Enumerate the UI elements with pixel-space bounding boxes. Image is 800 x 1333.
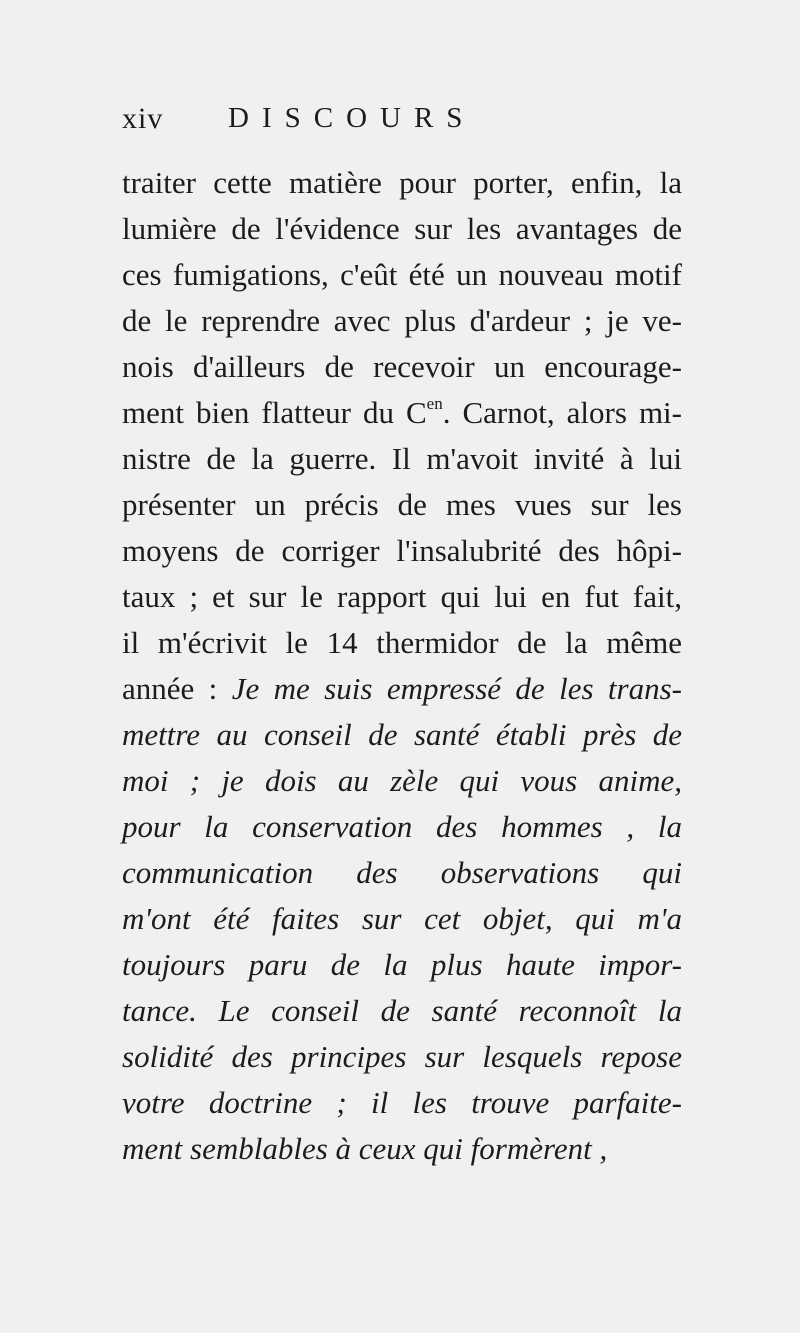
text-line: m'ont été faites sur cet objet, qui m'a: [122, 901, 682, 936]
page-header: [122, 102, 622, 142]
body-text: [122, 160, 682, 1172]
text-line: ment semblables à ceux qui formèrent ,: [122, 1131, 608, 1166]
quoted-letter: Je me suis empressé de les trans-: [231, 671, 683, 706]
text-line: communication des observations qui: [122, 855, 682, 890]
running-head: DISCOURS: [228, 102, 476, 134]
superscript: en: [426, 394, 443, 413]
text-line: solidité des principes sur lesquels repose: [122, 1039, 682, 1074]
text-line: nistre de la guerre. Il m'avoit invité à lui: [122, 441, 682, 476]
text-line: mettre au conseil de santé établi près de: [122, 717, 682, 752]
text-line: pour la conservation des hommes , la: [122, 809, 682, 844]
text-line: tance. Le conseil de santé reconnoît la: [122, 993, 682, 1028]
text-line: il m'écrivit le 14 thermidor de la même: [122, 625, 682, 660]
text-line: présenter un précis de mes vues sur les: [122, 487, 682, 522]
text-line: lumière de l'évidence sur les avantages de: [122, 211, 682, 246]
text-line: de le reprendre avec plus d'ardeur ; je ve-: [122, 303, 682, 338]
text-line: toujours paru de la plus haute impor-: [122, 947, 682, 982]
text-line: votre doctrine ; il les trouve parfaite-: [122, 1085, 682, 1120]
text-line: nois d'ailleurs de recevoir un encourage-: [122, 349, 682, 384]
text-line: moi ; je dois au zèle qui vous anime,: [122, 763, 682, 798]
text-line: ces fumigations, c'eût été un nouveau motif: [122, 257, 682, 292]
text-line: traiter cette matière pour porter, enfin, la: [122, 165, 682, 200]
page-number: xiv: [122, 102, 164, 135]
text-line: taux ; et sur le rapport qui lui en fut fait,: [122, 579, 682, 614]
text-line: moyens de corriger l'insalubrité des hôpi-: [122, 533, 682, 568]
text-line: ment bien flatteur du $C^{en}$. Carnot, alors mi-: [122, 394, 682, 430]
text-line: année : Je me suis empressé de les trans-: [122, 671, 683, 706]
